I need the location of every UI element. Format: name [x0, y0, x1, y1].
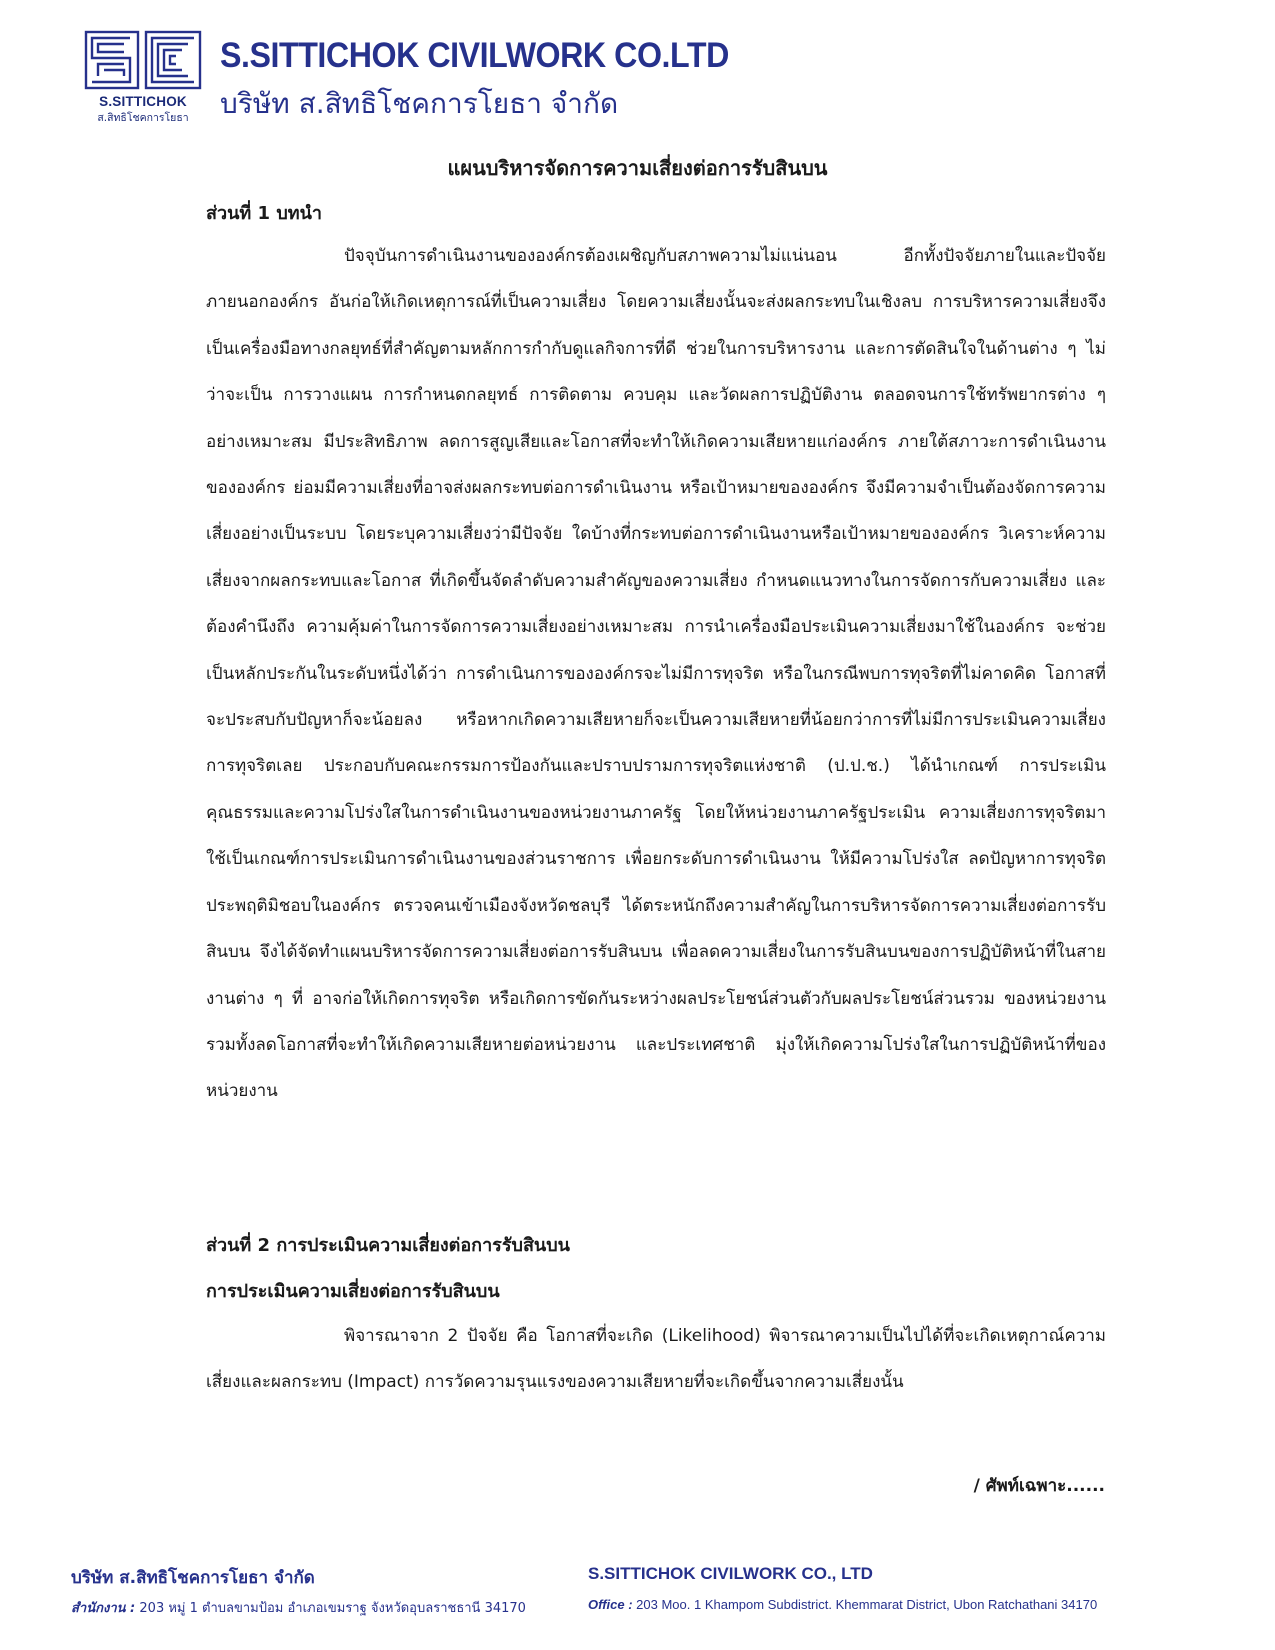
continuation-note: / ศัพท์เฉพาะ......: [973, 1476, 1105, 1496]
sc-monogram-icon: [84, 30, 202, 92]
section-1-heading: ส่วนที่ 1 บทนำ: [206, 203, 323, 224]
company-logo: [84, 30, 202, 124]
footer-office-label-th: สำนักงาน :: [71, 1601, 136, 1616]
section-2-heading: ส่วนที่ 2 การประเมินความเสี่ยงต่อการรับสินบน: [206, 1235, 570, 1256]
logo-text-th: ส.สิทธิโชคการโยธา: [97, 112, 189, 124]
document-title: แผนบริหารจัดการความเสี่ยงต่อการรับสินบน: [447, 156, 828, 180]
footer: [0, 1564, 1275, 1644]
footer-office-label-en: Office :: [588, 1597, 633, 1612]
section-2-subheading: การประเมินความเสี่ยงต่อการรับสินบน: [206, 1281, 500, 1302]
company-name-th: บริษัท ส.สิทธิโชคการโยธา จำกัด: [220, 87, 619, 120]
footer-address-th-text: 203 หมู่ 1 ตำบลขามป้อม อำเภอเขมราฐ จังหวัดอุบลราชธานี 34170: [135, 1601, 526, 1616]
section-2-body: พิจารณาจาก 2 ปัจจัย คือ โอกาสที่จะเกิด (Likelihood) พิจารณาความเป็นไปได้ที่จะเกิดเหตุกาณ์ความเสี่ยงและผลกระทบ (Impact) การวัดความรุนแรงของความเสียหายที่จะเกิดขึ้นจากความเสี่ยงนั้น: [206, 1326, 1106, 1392]
company-name-en: S.SITTICHOK CIVILWORK CO.LTD: [220, 36, 729, 75]
footer-company-name-en: S.SITTICHOK CIVILWORK CO., LTD: [588, 1564, 873, 1583]
logo-text-en: S.SITTICHOK: [99, 94, 187, 109]
footer-company-name-th: บริษัท ส.สิทธิโชคการโยธา จำกัด: [71, 1568, 315, 1588]
section-1-body: ปัจจุบันการดำเนินงานขององค์กรต้องเผชิญกับสภาพความไม่แน่นอน อีกทั้งปัจจัยภายในและปัจจัยภายนอกองค์กร อันก่อให้เกิดเหตุการณ์ที่เป็นความเสี่ยง โดยความเสี่ยงนั้นจะส่งผลกระทบในเชิงลบ การบริหารความเสี่ยงจึงเป็นเครื่องมือทางกลยุทธ์ที่สำคัญตามหลักการกำกับดูแลกิจการที่ดี ช่วยในการบริหารงาน และการตัดสินใจในด้านต่าง ๆ ไม่ว่าจะเป็น การวางแผน การกำหนดกลยุทธ์ การติดตาม ควบคุม และวัดผลการปฏิบัติงาน ตลอดจนการใช้ทรัพยากรต่าง ๆ อย่างเหมาะสม มีประสิทธิภาพ ลดการสูญเสียและโอกาสที่จะทำให้เกิดความเสียหายแก่องค์กร ภายใต้สภาวะการดำเนินงานขององค์กร ย่อมมีความเสี่ยงที่อาจส่งผลกระทบต่อการดำเนินงาน หรือเป้าหมายขององค์กร จึงมีความจำเป็นต้องจัดการความเสี่ยงอย่างเป็นระบบ โดยระบุความเสี่ยงว่ามีปัจจัย ใดบ้างที่กระทบต่อการดำเนินงานหรือเป้าหมายขององค์กร วิเคราะห์ความเสี่ยงจากผลกระทบและโอกาส ที่เกิดขึ้นจัดลำดับความสำคัญของความเสี่ยง กำหนดแนวทางในการจัดการกับความเสี่ยง และต้องคำนึงถึง ความคุ้มค่าในการจัดการความเสี่ยงอย่างเหมาะสม การนำเครื่องมือประเมินความเสี่ยงมาใช้ในองค์กร จะช่วยเป็นหลักประกันในระดับหนึ่งได้ว่า การดำเนินการขององค์กรจะไม่มีการทุจริต หรือในกรณีพบการทุจริตที่ไม่คาดคิด โอกาสที่จะประสบกับปัญหาก็จะน้อยลง หรือหากเกิดความเสียหายก็จะเป็นความเสียหายที่น้อยกว่าการที่ไม่มีการประเมินความเสี่ยง การทุจริตเลย ประกอบกับคณะกรรมการป้องกันและปราบปรามการทุจริตแห่งชาติ (ป.ป.ช.) ได้นำเกณฑ์ การประเมินคุณธรรมและความโปร่งใสในการดำเนินงานของหน่วยงานภาครัฐ โดยให้หน่วยงานภาครัฐประเมิน ความเสี่ยงการทุจริตมาใช้เป็นเกณฑ์การประเมินการดำเนินงานของส่วนราชการ เพื่อยกระดับการดำเนินงาน ให้มีความโปร่งใส ลดปัญหาการทุจริตประพฤติมิชอบในองค์กร ตรวจคนเข้าเมืองจังหวัดชลบุรี ได้ตระหนักถึงความสำคัญในการบริหารจัดการความเสี่ยงต่อการรับสินบน จึงได้จัดทำแผนบริหารจัดการความเสี่ยงต่อการรับสินบน เพื่อลดความเสี่ยงในการรับสินบนของการปฏิบัติหน้าที่ในสายงานต่าง ๆ ที่ อาจก่อให้เกิดการทุจริต หรือเกิดการขัดกันระหว่างผลประโยชน์ส่วนตัวกับผลประโยชน์ส่วนรวม ของหน่วยงาน รวมทั้งลดโอกาสที่จะทำให้เกิดความเสียหายต่อหน่วยงาน และประเทศชาติ มุ่งให้เกิดความโปร่งใสในการปฏิบัติหน้าที่ของหน่วยงาน: [206, 246, 1106, 1102]
footer-address-th: [71, 1597, 526, 1618]
letterhead: [84, 30, 1194, 124]
footer-address-en: [588, 1597, 1097, 1612]
footer-address-en-text: 203 Moo. 1 Khampom Subdistrict. Khemmarat District, Ubon Ratchathani 34170: [632, 1597, 1098, 1612]
